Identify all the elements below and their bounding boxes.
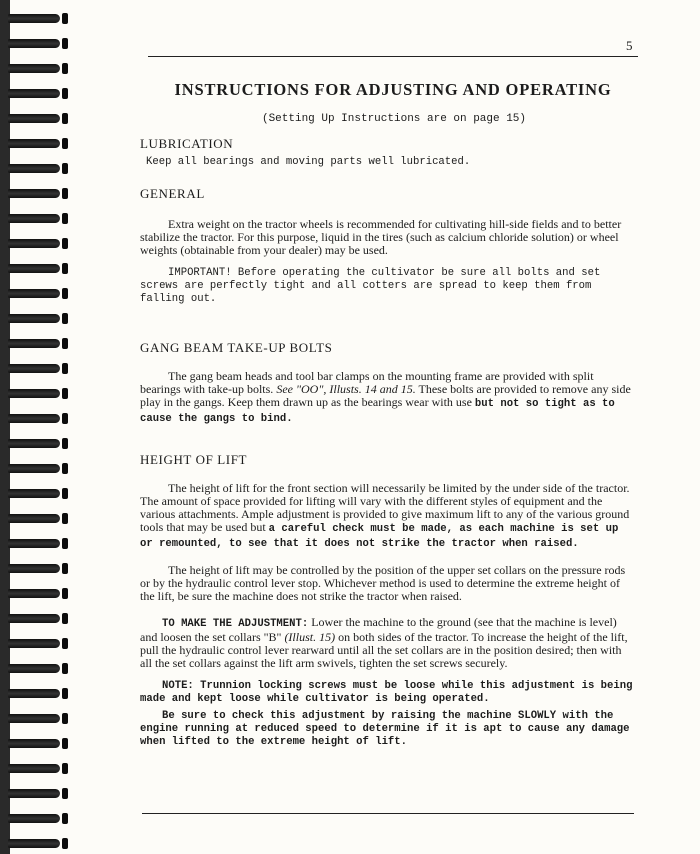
binding-coil <box>8 839 60 848</box>
illustration-reference: See "OO", Illusts. 14 and 15. <box>276 382 416 396</box>
final-paragraph: Be sure to check this adjustment by raising the machine SLOWLY with the engine running at reduced speed to determine if it is apt to cause any damage when lifted to the extreme height of lift. <box>140 710 630 748</box>
section-lubrication <box>140 136 636 169</box>
important-paragraph: IMPORTANT! Before operating the cultivator be sure all bolts and set screws are perfectly tight and all cotters are spread to keep them from falling out. <box>140 267 601 305</box>
binding-coil <box>8 214 60 223</box>
binding-coil <box>8 514 60 523</box>
paragraph <box>140 616 636 670</box>
section-heading: LUBRICATION <box>140 136 234 151</box>
footer-rule <box>142 813 634 814</box>
binding-coil <box>8 239 60 248</box>
paragraph: Extra weight on the tractor wheels is recommended for cultivating hill-side fields and to better stabilize the tractor. For this purpose, liquid in the tires (such as calcium chloride solution) or wheel weights (obtainable from your dealer) may be used. <box>140 217 622 257</box>
binding-coil <box>8 189 60 198</box>
section-heading: GANG BEAM TAKE-UP BOLTS <box>140 340 333 355</box>
note-paragraph: NOTE: Trunnion locking screws must be loose while this adjustment is being made and kept loose while cultivator is being operated. <box>140 680 633 705</box>
section-height-of-lift <box>140 452 636 749</box>
paragraph <box>140 482 636 551</box>
text-run: The gang beam heads and tool bar clamps on the mounting frame are provided with split bearings with take-up bolts. <box>140 369 594 396</box>
page-content <box>140 70 636 748</box>
binding-coil <box>8 789 60 798</box>
section-text: Keep all bearings and moving parts well lubricated. <box>146 156 471 168</box>
binding-coil <box>8 664 60 673</box>
binding-coil <box>8 414 60 423</box>
paragraph <box>140 370 636 426</box>
binding-coil <box>8 289 60 298</box>
binding-coil <box>8 489 60 498</box>
section-general <box>140 186 636 306</box>
binding-coil <box>8 14 60 23</box>
binding-coil <box>8 89 60 98</box>
text-run: Lower the machine to the ground (see that the machine is level) and loosen the set collars "B" <box>140 615 617 644</box>
binding-coil <box>8 64 60 73</box>
illustration-reference: (Illust. 15) <box>284 630 336 644</box>
text-run: on both sides of the tractor. To increase the height of the lift, pull the hydraulic control lever rearward until all the set collars are in the position desired; then with all the set collars against the lift arm swivels, tighten the set screws securely. <box>140 630 628 670</box>
binding-coil <box>8 564 60 573</box>
binding-coil <box>8 139 60 148</box>
binding-coil <box>8 164 60 173</box>
binding-coil <box>8 339 60 348</box>
binding-coil <box>8 314 60 323</box>
binding-coil <box>8 589 60 598</box>
binding-coil <box>8 114 60 123</box>
binding-coil <box>8 264 60 273</box>
section-heading: HEIGHT OF LIFT <box>140 452 248 467</box>
binding-coil <box>8 539 60 548</box>
binding-coil <box>8 639 60 648</box>
section-heading: GENERAL <box>140 186 205 201</box>
text-run: These bolts are provided to remove any side play in the gangs. Keep them drawn up as the bearings wear with use <box>140 382 631 409</box>
emphasis-text: but not so tight as to cause the gangs to bind. <box>140 398 615 425</box>
emphasis-text: a careful check must be made, as each machine is set up or remounted, to see that it does not strike the tractor when raised. <box>140 523 619 550</box>
binding-coil <box>8 39 60 48</box>
page-title: INSTRUCTIONS FOR ADJUSTING AND OPERATING <box>174 80 612 99</box>
binding-coil <box>8 814 60 823</box>
page-subtitle: (Setting Up Instructions are on page 15) <box>261 113 527 125</box>
paragraph: The height of lift may be controlled by the position of the upper set collars on the pressure rods or by the hydraulic control lever stop. Whichever method is used to determine the extreme height of the lift, be sure the machine does not strike the tractor when raised. <box>140 563 626 603</box>
binding-coil <box>8 739 60 748</box>
binding-coil <box>8 714 60 723</box>
binding-coil <box>8 364 60 373</box>
binding-gutter <box>0 0 10 854</box>
binding-coil <box>8 614 60 623</box>
section-gang-beam <box>140 340 636 426</box>
page-number: 5 <box>626 38 633 53</box>
header-rule <box>148 56 638 57</box>
text-run: The height of lift for the front section will necessarily be limited by the under side of the tractor. The amount of space provided for lifting will vary with the different styles of equipment and the various attachments. Ample adjustment is provided to give maximum lift to any of the various ground tools that may be used but <box>140 481 630 534</box>
binding-coil <box>8 764 60 773</box>
binding-coil <box>8 689 60 698</box>
binding-coil <box>8 389 60 398</box>
adjustment-label: TO MAKE THE ADJUSTMENT: <box>162 618 309 630</box>
binding-coil <box>8 439 60 448</box>
binding-coil <box>8 464 60 473</box>
spiral-binding <box>0 0 70 854</box>
